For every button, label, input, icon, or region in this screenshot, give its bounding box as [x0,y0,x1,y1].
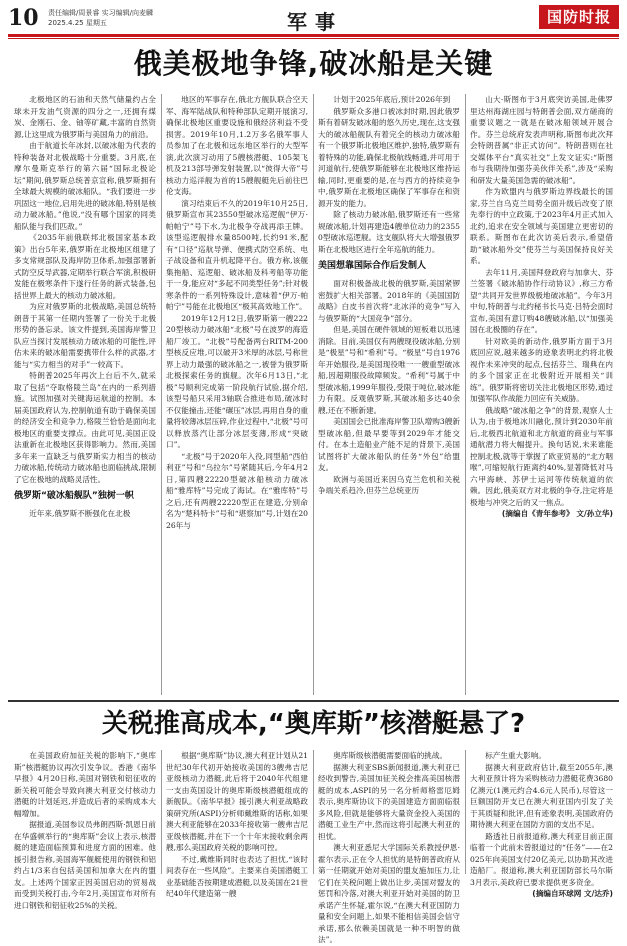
masthead [8,4,619,34]
article2-headline: 关税推高成本,“奥库斯”核潜艇悬了? [101,709,526,739]
article2-column-2 [166,750,308,898]
paragraph: 去年11月,美国拜登政府与加拿大、芬兰签署《破冰船协作行动协议》,称三方希望“共同开发世界级极地破冰船”。今年3月中旬,特朗普与北约秘书长马克·吕特会面时宣布,美国有意订购48艘破冰船,以“加强美国在北极圈的存在”。 [470,267,613,334]
paragraph: 据报道,美国参议员弗朗西斯·凯恩日前在华盛顿举行的“奥库斯”会议上表示,核潜艇的建造面临预算和进度方面的困难。他援引报告称,美国海军舰艇使用的钢铁和铝约占1/3来自包括美国和加拿大在内的盟友。上述两个国家正因美国启动的贸易战而受到关税打击,今年2月,美国宣布对所有进口钢铁和铝征收25%的关税。 [14,820,156,910]
subheading: 美国想靠国际合作后发制人 [318,261,427,271]
article2-column-1 [14,750,156,910]
article1-column-3 [318,94,460,695]
column-divider [465,94,466,695]
paragraph: “北极”号于2020年入役,同型船“西伯利亚”号和“乌拉尔”号紧随其后,今年4月2日,第四艘22220型破冰船核动力破冰船“雅库特”号完成了海试。在“雅库特”号之后,还有两艘22220型正在建造,分别命名为“楚科特卡”号和“堪察加”号,计划在2026年与 [166,451,308,530]
paragraph: 北极地区的石油和天然气储量约占全球未开发油气资源的四分之一,还拥有煤炭、金刚石、金、铀等矿藏,丰富的自然资源,让这里成为俄罗斯与美国角力的前沿。 [14,95,156,139]
paragraph: 针对欧美的新动作,俄罗斯方面于3月底回应说,越来越多的迹象表明北约将北极视作未来冲突的起点,包括芬兰、瑞典在内的多个国家正在北极附近开展相关“训练”。俄罗斯将密切关注北极地区形势,通过加强军队作战能力回应有关威胁。 [470,336,613,403]
paragraph: 演习结束后不久的2019年10月25日,俄罗斯宣布其23550型破冰巡逻舰“伊万·帕帕宁”号下水,为北极争夺战再添王牌。该型巡逻舰排水量8500吨,长约91米,配有“口径”巡航导弹、便携式防空系统、电子战设备和直升机起降平台。俄方称,该舰集拖船、巡逻船、破冰船及科考船等功能于一身,能应对“多起不同类型任务”;针对极寒条件的一系列特殊设计,意味着“伊万·帕帕宁”号能在北极地区“极其高效地工作”。 [166,198,308,311]
paragraph: 俄战略“破冰船之争”的背景,观察人士认为,由于极地冰川融化,预计到2030年前后,北极西北航道和北方航道的商业与军事通航潜力将大幅提升。换句话说,未来谁能控制北极,就等于掌握了欧亚贸易的“北方咽喉”,可缩短航行距离约40%,显著降低对马六甲海峡、苏伊士运河等传统航道的依赖。因此,俄美双方对北极的争夺,注定将是极地与冲突之后的又一焦点。 [470,405,613,507]
paragraph: 美国国会已批准海岸警卫队增购3艘新型破冰船,但最早要等到2029年才能交付。在本土造船业产能不足的背景下,美国试图将扩大破冰船队的任务“外包”给盟友。 [318,417,460,472]
column-divider [313,750,314,874]
paragraph: 《2035年前俄联邦北极国家基本政策》出台5年来,俄罗斯在北极地区组建了多支常规部队及海岸防卫体系,加强部署新式防空反导武器,定期举行联合军演,积极研发能在极寒条件下遂行任务的新式装备,包括世界上最大的核动力破冰船。 [14,233,156,300]
paragraph: 面对积极备战北极的俄罗斯,美国紧锣密鼓扩大相关部署。2018年的《美国国防战略》白皮书首次将“北冰洋的竞争”写入与俄罗斯的“大国竞争”部分。 [318,279,460,323]
header-rule-thin [8,38,619,39]
paragraph: 根据“奥库斯”协议,澳大利亚计划从21世纪30年代初开始接收美国的3艘弗吉尼亚级核动力潜艇,此后将于2040年代组建一支由英国设计的奥库斯级核潜艇组成的新舰队。《南华早报》援引澳大利亚战略政策研究所(ASPI)分析师戴维斯的话称,如果澳大利亚能够在2033年接收第一艘弗吉尼亚级核潜艇,并在下一个十年末接收剩余两艘,那么美国政府关税的影响可控。 [166,751,308,852]
article1-headline: 俄美极地争锋,破冰船是关键 [133,47,494,80]
paragraph: 澳大利亚悉尼大学国际关系教授伊恩·霍尔表示,正在令人担忧的是特朗普政府从第一任期就开始对美国的盟友施加压力,让它们在关税问题上做出让步,美国对盟友的惩罚和冷落,对澳大利亚开始对美国的防卫承诺产生怀疑,霍尔说,“在澳大利亚国防力量和安全问题上,如果不能相信美国会信守承诺,那么依赖美国就是一种不明智的做法”。 [318,843,460,944]
paragraph: 不过,戴维斯同时也表达了担忧,“该时间表存在一些风险”。主要来自美国潜艇工业基础能否按期建成潜艇,以及美国在21世纪40年代建造第一艘 [166,854,308,898]
column-divider [161,94,162,695]
article1-column-2 [166,94,308,695]
paragraph: 由于航道长年冰封,以破冰船为代表的特种装备对北极战略十分重要。3月底,在摩尔曼斯克举行的第六届“国际北极论坛”期间,俄罗斯总统普京宣称,俄罗斯拥有全球最大规模的破冰船队。“我们要进一步巩固这一地位,启用先进的破冰船,特别是核动力破冰船。”他说,“没有哪个国家的同类船队能与我们匹敌。” [14,141,156,231]
editors-info [48,8,153,28]
column-divider [313,94,314,695]
newspaper-logo: 国防时报 [539,5,619,29]
article2-byline: (摘编自环球网 文/达乔) [532,889,613,898]
paragraph: 山大·斯图布于3月底突访美国,赴佛罗里达州海湖庄园与特朗普会面,双方磋商的重要议题之一就是在破冰船领域开展合作。芬兰总统府发表声明称,斯图布此次拜会特朗普属“非正式访问”。特朗普则在社交媒体平台“真实社交”上发文证实:“斯图布与我期待加强芬美伙伴关系”,涉及“采购和研发大量美国急需的破冰船”。 [470,95,613,185]
paragraph: 在美国政府加征关税的影响下,“奥库斯”核潜艇协议再次引发争议。香港《南华早报》4月20日称,美国对钢铁和铝征收的新关税可能会导致向澳大利亚交付核动力潜艇的计划延迟,并造成后者的采购成本大幅增加。 [14,751,156,818]
paragraph: 为应对俄罗斯的北极战略,美国总统特朗普于其第一任期内签署了一份关于北极形势的备忘录。该文件提到,美国海岸警卫队应当探讨发展核动力破冰船的可能性,评估未来的破冰船需要携带什么样的武器,才能与“实力相当的对手”一较高下。 [14,302,156,369]
paragraph: 俄罗斯众多港口被冰封时期,因此俄罗斯有着研发破冰船的悠久历史,现在,这支强大的破冰船舰队有着完全的核动力破冰船有一个俄罗斯北极地区维护,独特,俄罗斯有着特殊的功能,确保北极航线畅通,并可用于河道航行,使俄罗斯能够在北极地区维持运输,同时,更重要的是,在与西方的持续竞争中,俄罗斯在北极地区确保了军事存在和资源开发的能力。 [318,106,460,208]
paragraph: 除了核动力破冰船,俄罗斯还有一些常规破冰船,计划再建造4艘单位动力的23550型破冰巡逻舰。这支舰队将大大增强俄罗斯在北极地区进行全年巡航的能力。 [318,210,460,254]
paragraph: 据澳大利亚SBS新闻报道,澳大利亚已经收到警告,美国加征关税会推高美国核潜艇的成本,ASPI的另一名分析师格雷厄姆表示,奥库斯协议下的美国建造方面面临很多风险,但就是能够将大量资金投入美国的潜艇工业生产中,然而这将引起澳大利亚的担忧。 [318,762,460,841]
article1-byline: (摘编自《青年参考》 文/孙立华) [501,509,613,518]
paragraph: 但是,美国在硬件领域的短板难以迅速消除。目前,美国仅有两艘现役破冰船,分别是“极星”号和“希利”号。“极星”号自1976年开始服役,是美国现役唯一一艘重型破冰船,因超期服役故障频发。“希利”号属于中型破冰船,1999年服役,受限于吨位,破冰能力有限。反观俄罗斯,其破冰船多达40余艘,还在不断新建。 [318,325,460,415]
editors-line: 责任编辑/周景睿 实习编辑/向麦麟 [48,9,153,17]
paragraph: 据澳大利亚政府估计,截至2055年,澳大利亚预计将为采购核动力潜艇花费3680亿澳元(1澳元约合4.6元人民币),尽管这一巨额国防开支已在澳大利亚国内引发了关于其质疑和批评,但有迹象表明,美国政府仍期待澳大利亚在国防方面的支出不足。 [470,762,613,829]
article1-column-1 [14,94,156,695]
paragraph: 2019年12月12日,俄罗斯第一艘22220型核动力破冰船“北极”号在波罗的海造船厂竣工。“北极”号配备两台RITM-200型核反应堆,可以破开3米厚的冰层,号称世界上动力最强的破冰船之一,被誉为俄罗斯北极探索任务的旗舰。次年6月13日,“北极”号顺利完成第一阶段航行试验,据介绍,该型号船只采用3轴联合推进布局,破冰时不仅能撞击,还能“碾压”冰层,再用自身的重量将较薄冰层压碎,作业过程中,“北极”号可以释放蒸汽让部分冰层变薄,形成“突破口”。 [166,313,308,449]
paragraph: 近年来,俄罗斯不断强化在北极 [29,509,131,518]
article2-column-3 [318,750,460,944]
paragraph: 路透社日前报道称,澳大利亚目前正面临着一个此前未曾报道过的“任务”——在2025年向美国支付20亿美元,以协助其改进造船厂。报道称,澳大利亚国防部长马尔斯3月表示,美政府已要求提供更多资金。 [470,831,613,887]
article1-column-4 [470,94,613,695]
column-divider [161,750,162,874]
paragraph: 欧洲与美国近来因乌克兰危机和关税争端关系趋冷,但芬兰总统亚历 [318,474,460,495]
header-rule [8,34,619,37]
date-line: 2025.4.25 星期五 [48,19,107,27]
article2-column-4 [470,750,613,898]
paragraph: 奥库斯级核潜艇需要面临的挑战。 [333,751,448,760]
paragraph: 计划于2025年底后,预计2026年到 [333,95,451,104]
paragraph: 作为欧盟内与俄罗斯边界线最长的国家,芬兰自乌克兰局势全面升级后改变了原先奉行的中立政策,于2023年4月正式加入北约,追求在安全领域与美国建立更密切的联系。斯图布在此次访美后表示,希望借助“破冰船外交”使芬兰与美国保持良好关系。 [470,187,613,265]
article-separator [8,700,619,702]
section-title: 军事 [287,10,343,34]
paragraph: 标产生重大影响。 [485,751,546,760]
paragraph: 地区的军事存在,俄北方舰队联合空天军、海军陆战队和特种部队定期开展演习,确保北极地区重要设施和俄经济利益不受损害。2019年10月,1.2万多名俄军事人员参加了在北极和远东地区举行的大型军演,此次演习动用了5艘核潜艇、105架飞机及213部导弹发射装置,以“彼得大帝”号核动力巡洋舰为首的15艘舰艇先后前往巴伦支海。 [166,95,308,196]
column-divider [465,750,466,874]
subheading: 俄罗斯“破冰船舰队”独树一帜 [14,491,134,501]
page-number: 10 [8,5,39,31]
paragraph: 特朗普2025年再次上台后不久,就采取了包括“夺取格陵兰岛”在内的一系列措施。试图加强对关键海运航道的控制。本届美国政府认为,控制航道有助于确保美国的经济安全和竞争力,格陵兰恰恰是面向北极地区的重要支撑点。由此可见,美国正设法重新在北极地区获得影响力。然而,美国多年来一直缺乏与俄罗斯实力相当的核动力破冰船,传统动力破冰船也面临挑战,限制了它在极地的战略灵活性。 [14,371,156,484]
